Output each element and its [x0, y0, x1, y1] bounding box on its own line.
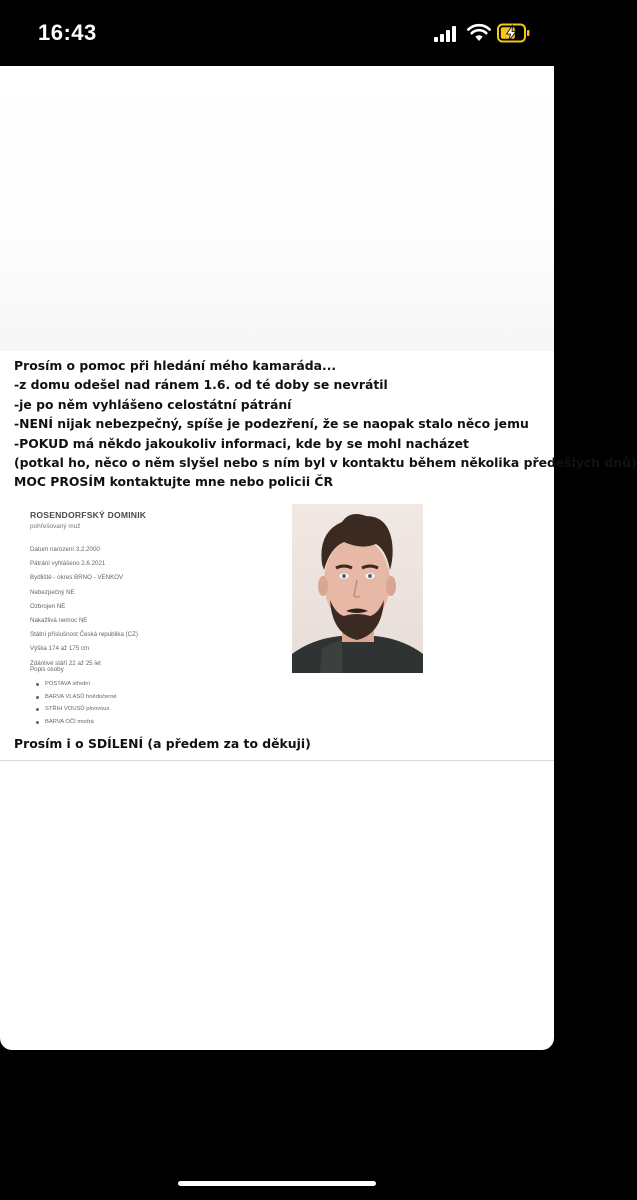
share-request: Prosím i o SDÍLENÍ (a předem za to děkuji) [14, 736, 311, 751]
divider [0, 760, 554, 761]
post-line: -NENÍ nijak nebezpečný, spíše je podezření, že se naopak stalo něco jemu [14, 416, 529, 432]
detail-row: Nakažlivá nemoc NE [30, 617, 88, 625]
post-line: MOC PROSÍM kontaktujte mne nebo policii ČR [14, 474, 334, 490]
detail-row: Bydliště - okres BRNO - VENKOV [30, 574, 124, 582]
signal-icon [434, 26, 458, 42]
description-item: POSTAVA střední [36, 678, 117, 691]
detail-row: Státní příslušnost Česká republika (CZ) [30, 631, 138, 639]
description-item: STŘIH VOUSŮ plnovous [36, 703, 117, 716]
detail-row: Pátrání vyhlášeno 2.6.2021 [30, 560, 106, 568]
missing-person-poster [0, 498, 554, 738]
wifi-icon [467, 24, 491, 42]
description-item: BARVA OČÍ modrá [36, 716, 117, 729]
person-details [30, 543, 138, 671]
battery-charging-icon [497, 23, 531, 43]
post-text [14, 356, 637, 492]
detail-row: Zdánlivé stáří 22 až 25 let [30, 659, 101, 667]
person-name: ROSENDORFSKÝ DOMINIK [30, 510, 147, 520]
post-line: Prosím o pomoc při hledání mého kamaráda... [14, 358, 337, 373]
blank-area [0, 66, 554, 351]
post-line: -POKUD má někdo jakoukoliv informaci, kde by se mohl nacházet [14, 435, 469, 451]
description-heading: Popis osoby [30, 666, 64, 673]
post-line: -je po něm vyhlášeno celostátní pátrání [14, 396, 292, 412]
detail-row: Ozbrojen NE [30, 602, 66, 610]
person-photo [292, 504, 423, 673]
post-card [0, 66, 637, 1050]
person-role: pohřešovaný muž [30, 523, 81, 530]
home-indicator[interactable] [178, 1181, 376, 1186]
detail-row: Výška 174 až 175 cm [30, 645, 90, 653]
description-list [36, 678, 117, 728]
status-bar [0, 0, 554, 66]
description-item: BARVA VLASŮ hnědočerné [36, 691, 117, 704]
post-line: -z domu odešel nad ránem 1.6. od té doby se nevrátil [14, 377, 388, 393]
status-time: 16:43 [38, 20, 97, 45]
detail-row: Nebezpečný NE [30, 588, 75, 596]
detail-row: Datum narození 3.2.2000 [30, 546, 100, 553]
post-line: (potkal ho, něco o něm slyšel nebo s ním byl v kontaktu během několika předešlých dnů) [14, 455, 637, 471]
